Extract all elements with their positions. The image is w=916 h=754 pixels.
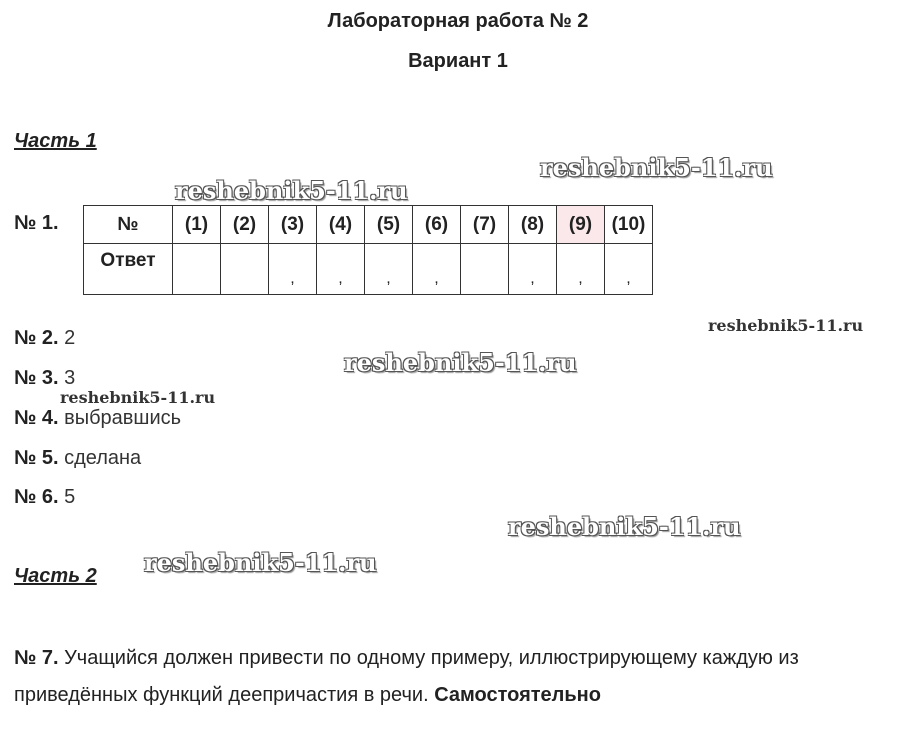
table-answer-cell: , [557, 244, 605, 295]
task-7: № 7. Учащийся должен привести по одному примеру, иллюстрирующему каждую из приведённых функций деепричастия в речи. Самостоятельно [14, 647, 799, 706]
table-answer-cell: , [509, 244, 557, 295]
task-2-answer: 2 [64, 327, 76, 349]
table-answer-cell [221, 244, 269, 295]
task-1-label: № 1. [14, 212, 59, 234]
task-4: № 4. выбравшись [14, 407, 182, 429]
table-row-header-answer: Ответ [84, 244, 173, 295]
watermark: reshebnik5-11.ru [540, 153, 773, 182]
watermark: reshebnik5-11.ru [144, 548, 377, 577]
task-1-answer-table [83, 205, 653, 295]
variant-subtitle: Вариант 1 [408, 50, 508, 72]
table-col-5: (5) [365, 206, 413, 244]
table-col-2: (2) [221, 206, 269, 244]
table-row-header-number: № [84, 206, 173, 244]
table-answer-cell [461, 244, 509, 295]
part-1-heading: Часть 1 [14, 130, 97, 152]
task-7-text: Учащийся должен привести по одному примеру, иллюстрирующему каждую из приведённых функций деепричастия в речи. [14, 647, 799, 706]
task-6-answer: 5 [64, 486, 76, 508]
watermark: reshebnik5-11.ru [344, 348, 577, 377]
table-col-3: (3) [269, 206, 317, 244]
table-answer-row [84, 244, 653, 295]
watermark: reshebnik5-11.ru [508, 512, 741, 541]
task-5-answer: сделана [64, 447, 142, 469]
table-answer-cell: , [269, 244, 317, 295]
table-header-row [84, 206, 653, 244]
table-col-1: (1) [173, 206, 221, 244]
table-col-9: (9) [557, 206, 605, 244]
task-4-answer: выбравшись [64, 407, 182, 429]
task-3: № 3. 3 [14, 367, 76, 389]
table-answer-cell: , [317, 244, 365, 295]
table-col-10: (10) [605, 206, 653, 244]
table-answer-cell: , [365, 244, 413, 295]
task-3-answer: 3 [64, 367, 76, 389]
page-title: Лабораторная работа № 2 [327, 10, 589, 32]
task-5: № 5. сделана [14, 447, 142, 469]
table-col-8: (8) [509, 206, 557, 244]
part-2-heading: Часть 2 [14, 565, 97, 587]
task-6: № 6. 5 [14, 486, 76, 508]
table-answer-cell: , [413, 244, 461, 295]
task-2: № 2. 2 [14, 327, 76, 349]
watermark: reshebnik5-11.ru [60, 388, 216, 407]
table-col-7: (7) [461, 206, 509, 244]
table-col-4: (4) [317, 206, 365, 244]
watermark: reshebnik5-11.ru [708, 316, 864, 335]
table-answer-cell: , [605, 244, 653, 295]
task-7-bold-tail: Самостоятельно [434, 684, 601, 706]
table-answer-cell [173, 244, 221, 295]
watermark: reshebnik5-11.ru [175, 176, 408, 205]
table-col-6: (6) [413, 206, 461, 244]
